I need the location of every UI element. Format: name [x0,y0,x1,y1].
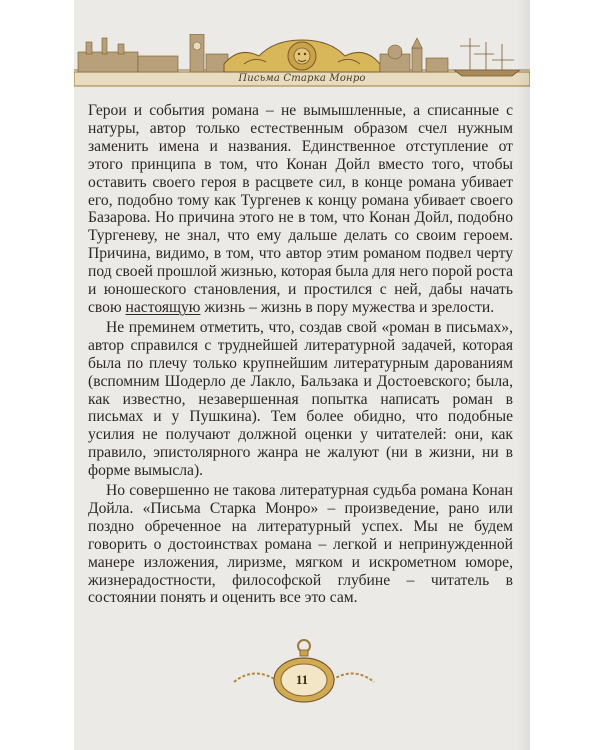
paragraph-1-end: жизнь – жизнь в пору мужества и зрелости. [200,298,495,316]
paragraph-2: Не преминем отметить, что, создав свой «роман в письмах», автор справился с труднейшей литературной задачей, которая была по плечу только крупнейшим литературным дарованиям (вспомним Шодерло де Лакло, Бальзака и Достоевского; была, как известно, незавершенная попытка написать роман в письмах и у Пушкина). Тем более обидно, что подобные усилия не получают должной оценки у читателей: они, как правило, эпистолярного жанра не жалуют (ни в жизни, ни в форме вымысла). [88,318,513,480]
page-number: 11 [295,672,309,687]
pocket-watch-icon [224,636,384,706]
body-text [88,102,513,607]
header-banner [74,34,530,96]
lion-crest-icon [224,40,380,72]
running-title: Письма Старка Монро [238,73,366,84]
book-page [74,0,530,750]
paragraph-1-text: Герои и события романа – не вымышленные, а списанные с натуры, автор только естественным образом счел нужным заменить имена и названия. Единственное отступление от этого принципа в том, что Конан Дойл вместо того, чтобы оставить своего героя в расцвете сил, в конце романа убивает его, подобно тому как Тургенев к концу романа убивает своего Базарова. Но причина этого не в том, что Конан Дойл, подобно Тургеневу, не знал, что ему дальше делать со своим героем. Причина, видимо, в том, что автор этим романом подвел черту под своей прошлой жизнью, которая была для него порой роста и юношеского становления, и простился с ней, дабы начать свою [88,102,513,316]
emphasized-word: настоящую [125,298,201,316]
paragraph-1 [88,102,513,317]
city-skyline-banner-icon [74,34,530,96]
footer-ornament [224,636,384,706]
paragraph-3: Но совершенно не такова литературная судьба романа Конан Дойла. «Письма Старка Монро» – произведение, рано или поздно обреченное на литературный успех. Мы не будем говорить о достоинствах романа – легкой и непринужденной манере изложения, лиризме, мягком и искрометном юморе, жизнерадостности, философской глубине – читатель в состоянии понять и оценить все это сам. [88,482,513,607]
page-edge-shadow [516,0,530,750]
